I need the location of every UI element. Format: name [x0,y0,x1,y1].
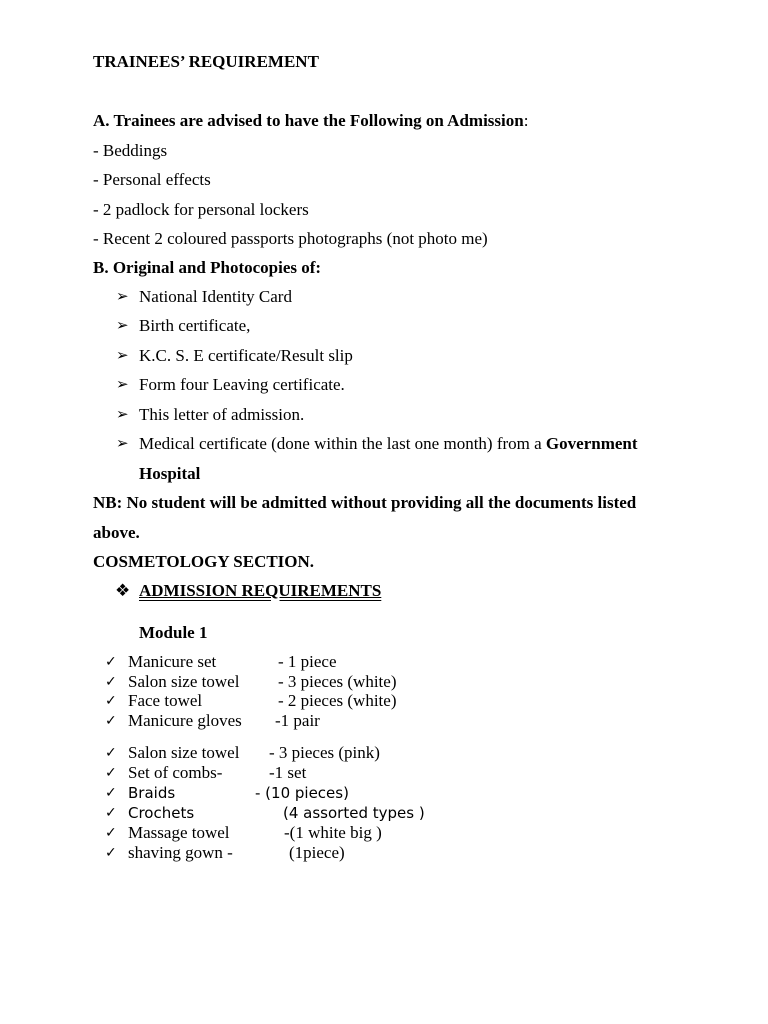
requirement-item: Set of combs- [128,763,223,782]
module-heading: Module 1 [139,623,208,642]
checkmark-icon: ✓ [105,845,117,861]
section-a-colon: : [523,111,529,130]
checkmark-icon: ✓ [105,713,117,729]
section-b-medical-item [139,434,638,454]
section-a-item: - Personal effects [93,170,211,189]
arrow-bullet-icon: ➢ [116,348,129,364]
medical-bold-hospital: Hospital [139,464,201,483]
requirement-qty: - 1 piece [278,652,337,671]
checkmark-icon: ✓ [105,805,117,821]
requirement-qty: (4 assorted types ) [283,804,425,822]
arrow-bullet-icon: ➢ [116,377,129,393]
document-title: TRAINEES’ REQUIREMENT [93,52,319,71]
section-a-item: - Beddings [93,141,168,160]
section-b-item: Form four Leaving certificate. [139,375,345,394]
requirement-item: Salon size towel [128,743,240,762]
requirement-item: shaving gown - [128,843,233,862]
checkmark-icon: ✓ [105,825,117,841]
requirement-item: Crochets [128,804,195,822]
requirement-item: Face towel [128,691,203,710]
section-a-heading: A. Trainees are advised to have the Following on Admission [93,111,524,130]
diamond-bullet-icon: ❖ [115,581,131,600]
checkmark-icon: ✓ [105,654,117,670]
requirement-item: Manicure gloves [128,711,242,730]
requirement-qty: -(1 white big ) [284,823,382,842]
requirement-qty: -1 pair [275,711,320,730]
checkmark-icon: ✓ [105,745,117,761]
checkmark-icon: ✓ [105,693,117,709]
checkmark-icon: ✓ [105,785,117,801]
admission-requirements-heading: ADMISSION REQUIREMENTS [139,581,382,600]
section-b-item: K.C. S. E certificate/Result slip [139,346,353,365]
section-a-item: - 2 padlock for personal lockers [93,200,309,219]
requirement-qty: - (10 pieces) [255,784,349,802]
section-a-heading-line [93,111,528,131]
medical-bold-government: Government [545,434,638,453]
cosmetology-heading: COSMETOLOGY SECTION. [93,552,315,571]
section-b-item: This letter of admission. [139,405,305,424]
requirement-item: Manicure set [128,652,217,671]
arrow-bullet-icon: ➢ [116,436,129,452]
checkmark-icon: ✓ [105,674,117,690]
arrow-bullet-icon: ➢ [116,318,129,334]
note-line-1: NB: No student will be admitted without providing all the documents listed [93,493,637,512]
section-a-item: - Recent 2 coloured passports photographs (not photo me) [93,229,488,248]
checkmark-icon: ✓ [105,765,117,781]
arrow-bullet-icon: ➢ [116,289,129,305]
requirement-qty: -1 set [269,763,307,782]
requirement-qty: - 2 pieces (white) [278,691,397,710]
section-b-heading: B. Original and Photocopies of: [93,258,322,277]
requirement-qty: - 3 pieces (white) [278,672,397,691]
requirement-item: Salon size towel [128,672,240,691]
section-b-item: National Identity Card [139,287,292,306]
requirement-item: Massage towel [128,823,230,842]
arrow-bullet-icon: ➢ [116,407,129,423]
medical-text: Medical certificate (done within the last one month) from a [139,434,546,453]
note-line-2: above. [93,523,140,542]
requirement-item: Braids [128,784,176,802]
section-b-item: Birth certificate, [139,316,251,335]
requirement-qty: - 3 pieces (pink) [269,743,380,762]
requirement-qty: (1piece) [289,843,345,862]
